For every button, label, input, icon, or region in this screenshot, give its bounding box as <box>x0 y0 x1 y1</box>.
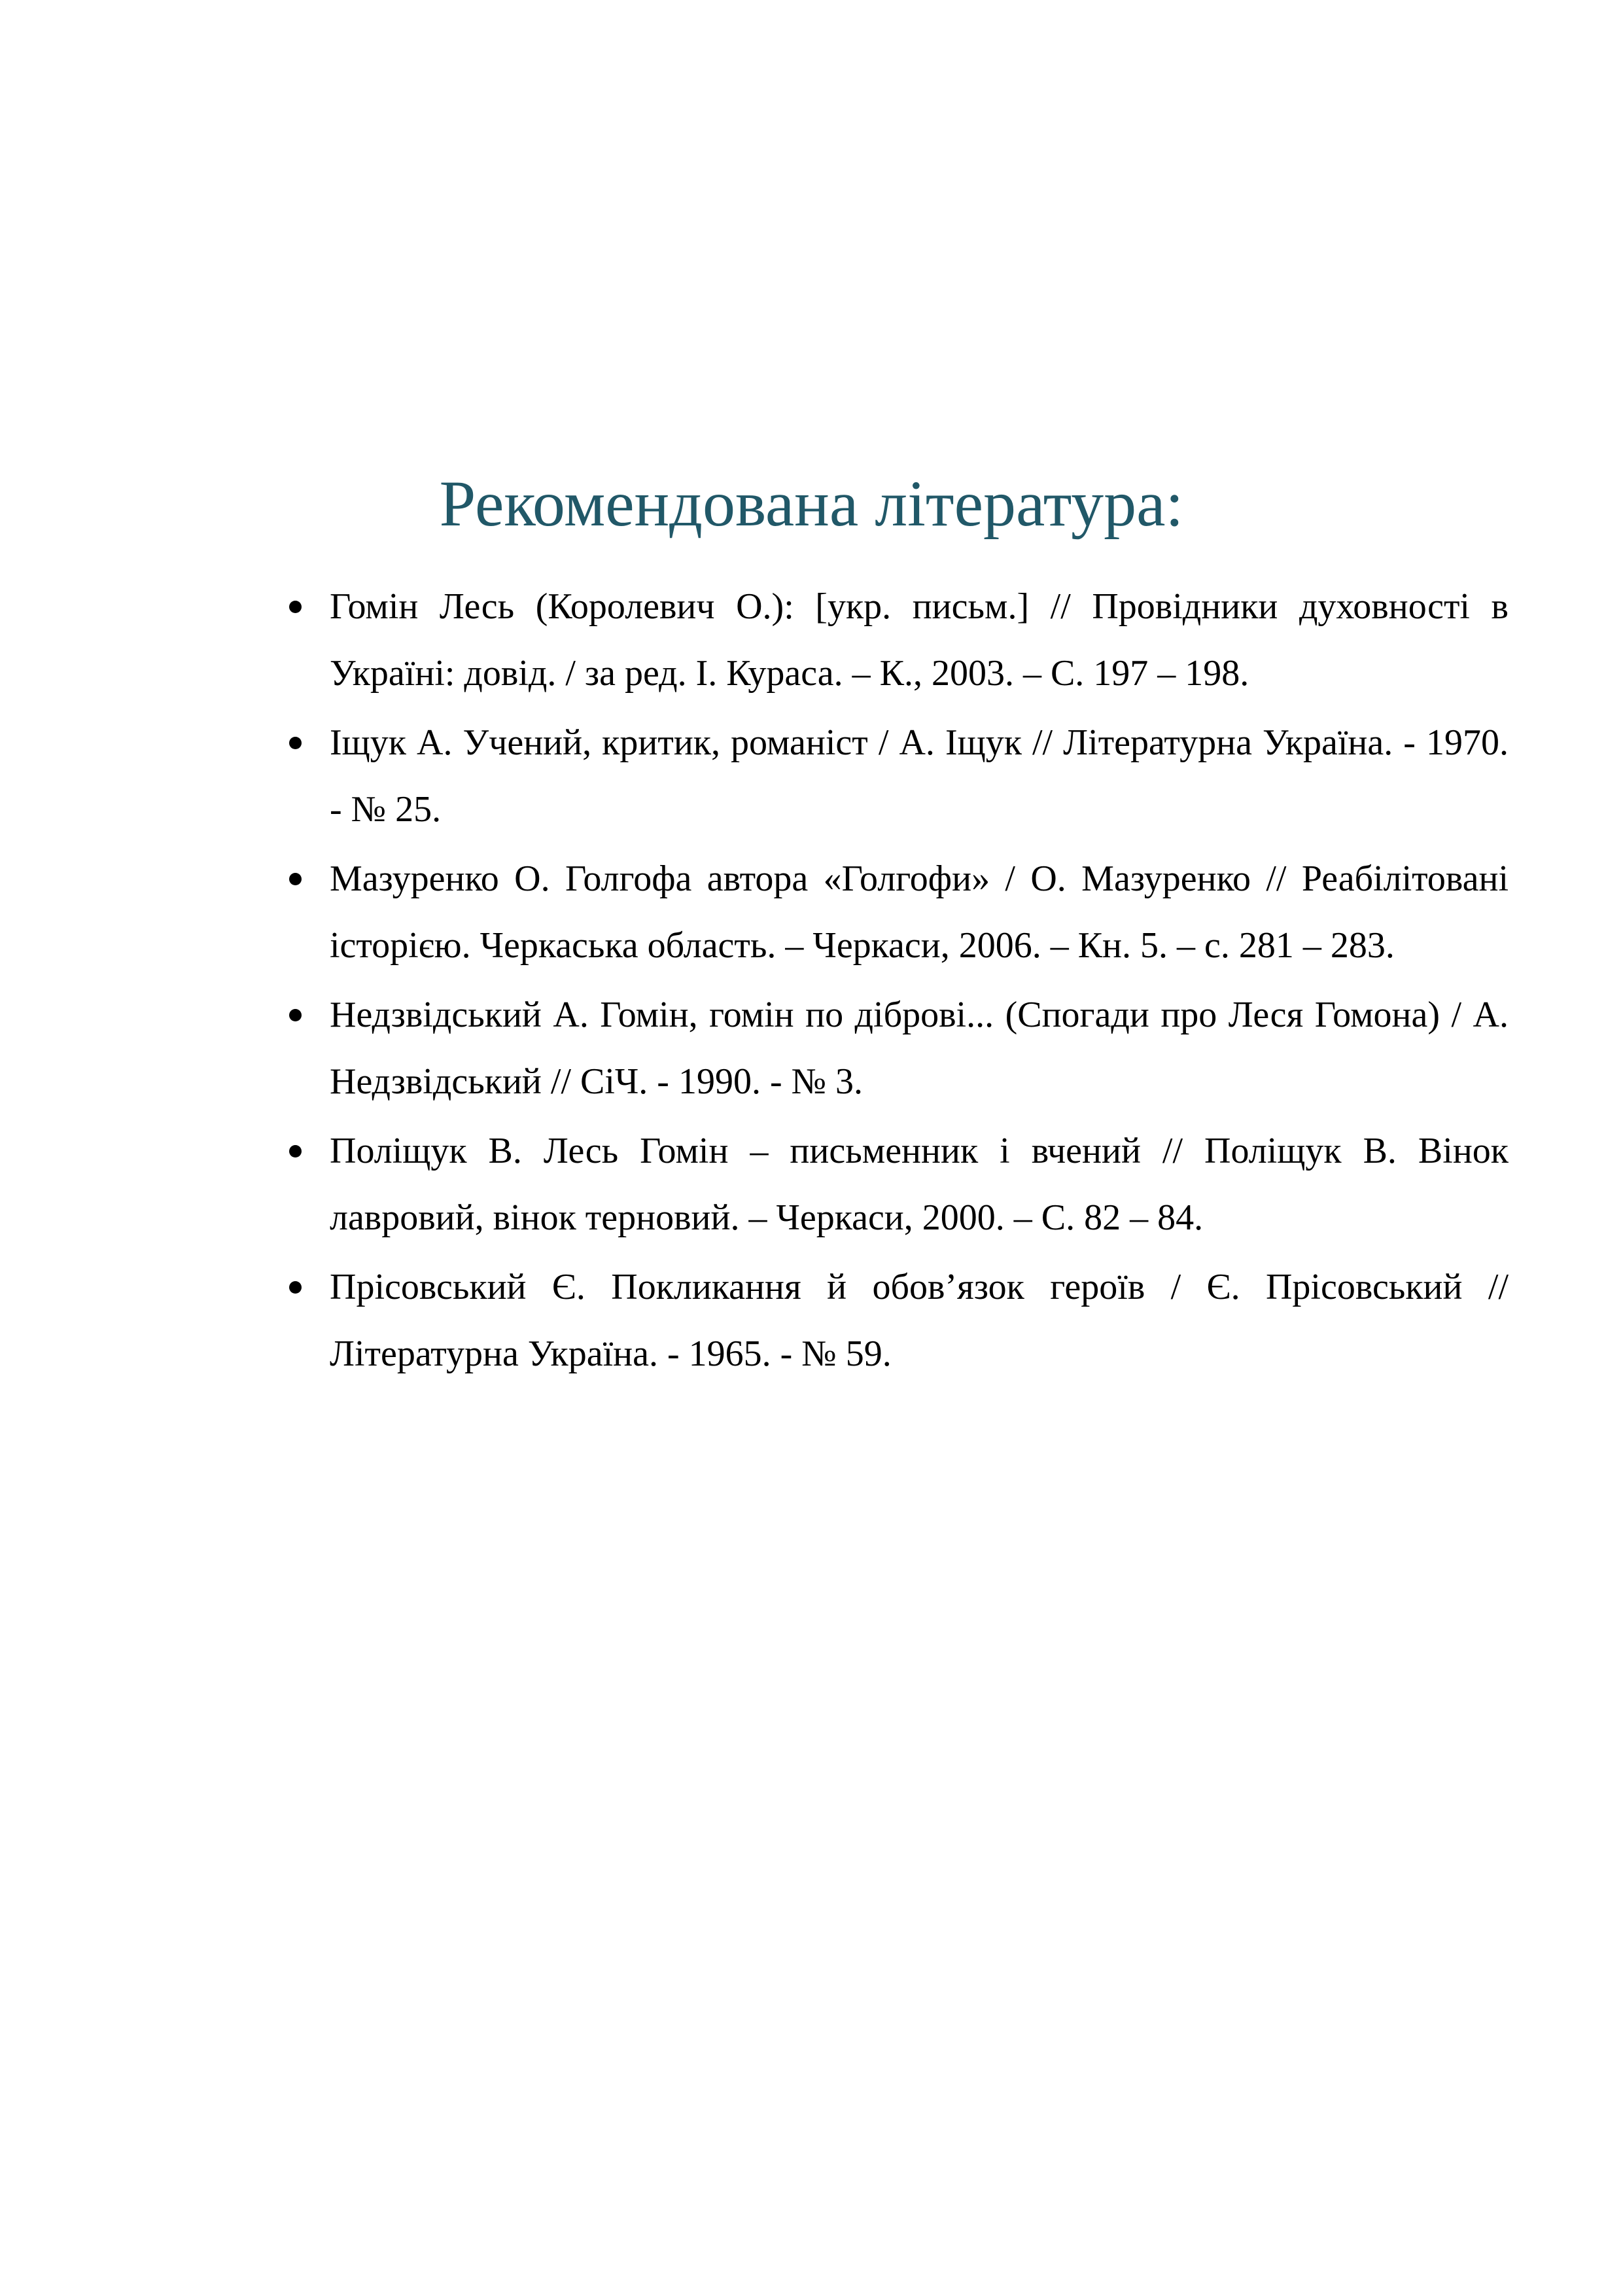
list-item <box>330 709 1509 843</box>
reference-text: Поліщук В. Лесь Гомін – письменник і вчений // Поліщук В. Вінок лавровий, вінок терновий. – Черкаси, 2000. – С. 82 – 84. <box>330 1131 1509 1238</box>
list-item <box>330 1254 1509 1387</box>
list-item <box>330 573 1509 707</box>
reference-text: Іщук А. Учений, критик, романіст / А. Іщук // Літературна Україна. - 1970. - № 25. <box>330 722 1509 830</box>
reference-text: Прісовський Є. Покликання й обов’язок героїв / Є. Прісовський // Літературна Україна. - 1965. - № 59. <box>330 1267 1509 1374</box>
bullet-icon <box>285 709 311 776</box>
reference-text: Гомін Лесь (Королевич О.): [укр. письм.] // Провідники духовності в Україні: довід. / за ред. І. Кураса. – К., 2003. – С. 197 – 198. <box>330 586 1509 694</box>
page-title: Рекомендована література: <box>439 467 1184 540</box>
list-item <box>330 845 1509 979</box>
reference-text: Мазуренко О. Голгофа автора «Голгофи» / О. Мазуренко // Реабілітовані історією. Черкаська область. – Черкаси, 2006. – Кн. 5. – с. 281 – 283. <box>330 858 1509 966</box>
reference-text: Недзвідський А. Гомін, гомін по діброві... (Спогади про Леся Гомона) / А. Недзвідський // СіЧ. - 1990. - № 3. <box>330 995 1509 1102</box>
reference-list <box>330 573 1509 1390</box>
bullet-icon <box>285 1254 311 1320</box>
bullet-icon <box>285 981 311 1048</box>
list-item <box>330 981 1509 1115</box>
list-item <box>330 1118 1509 1251</box>
bullet-icon <box>285 845 311 912</box>
bullet-icon <box>285 573 311 640</box>
bullet-icon <box>285 1118 311 1184</box>
